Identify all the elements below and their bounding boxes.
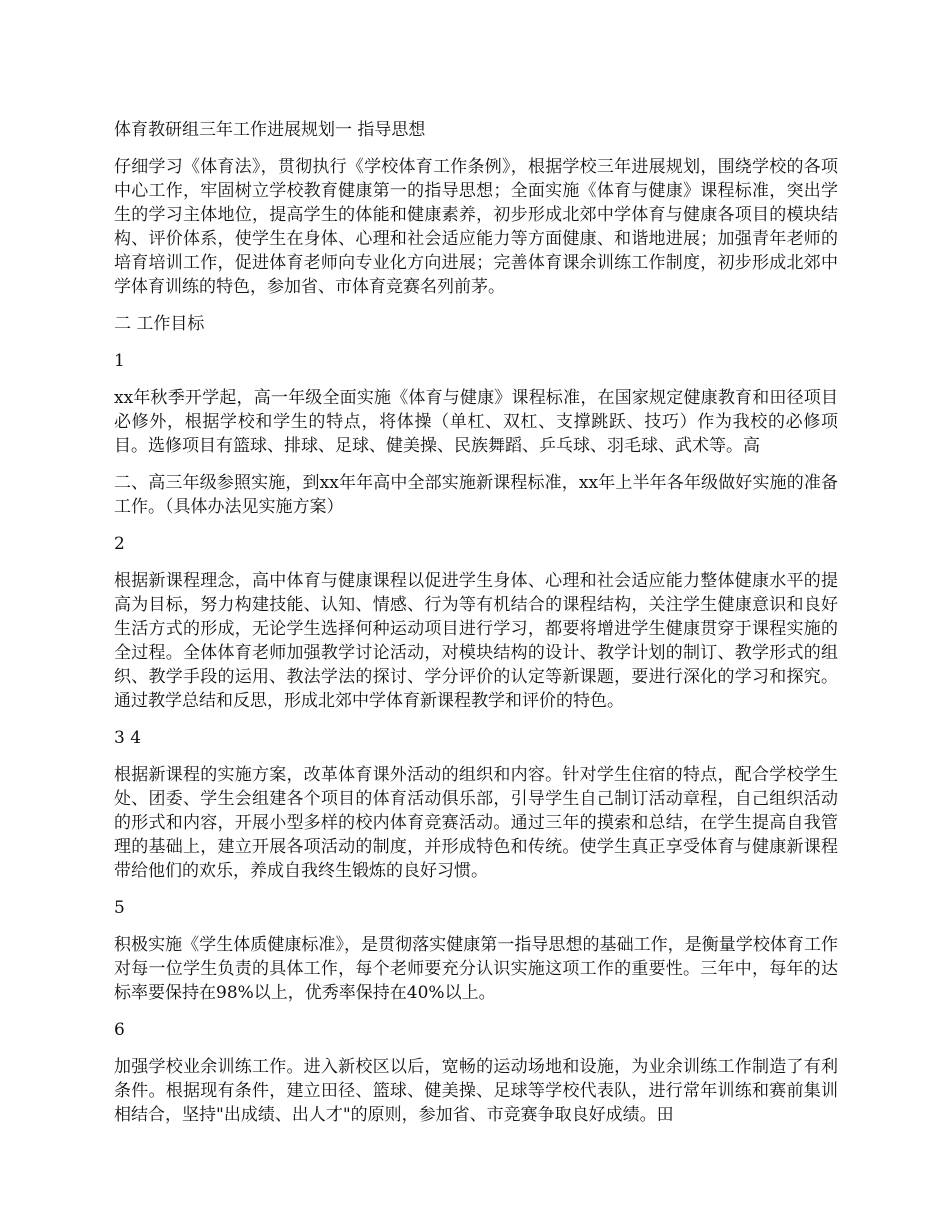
item-number-1: 1: [114, 351, 125, 371]
item-1-paragraph: xx年秋季开学起，高一年级全面实施《体育与健康》课程标准，在国家规定健康教育和田径项目必修外，根据学校和学生的特点，将体操（单杠、双杠、支撑跳跃、技巧）作为我校的必修项目。选修项目有篮球、排球、足球、健美操、民族舞蹈、乒乓球、羽毛球、武术等。高: [114, 388, 838, 456]
item-2-paragraph: 根据新课程理念，高中体育与健康课程以促进学生身体、心理和社会适应能力整体健康水平的提高为目标，努力构建技能、认知、情感、行为等有机结合的课程结构，关注学生健康意识和良好生活方式的形成，无论学生选择何种运动项目进行学习，都要将增进学生健康贯穿于课程实施的全过程。全体体育老师加强教学讨论活动，对模块结构的设计、教学计划的制订、教学形式的组织、教学手段的运用、教法学法的探讨、学分评价的认定等新课题，要进行深化的学习和探究。通过教学总结和反思，形成北郊中学体育新课程教学和评价的特色。: [114, 571, 838, 711]
document-title: 体育教研组三年工作进展规划一 指导思想: [114, 120, 426, 140]
item-6-paragraph: 加强学校业余训练工作。进入新校区以后，宽畅的运动场地和设施，为业余训练工作制造了有利条件。根据现有条件，建立田径、篮球、健美操、足球等学校代表队，进行常年训练和赛前集训相结合，坚持"出成绩、出人才"的原则，参加省、市竞赛争取良好成绩。田: [114, 1057, 838, 1125]
intro-paragraph: 仔细学习《体育法》，贯彻执行《学校体育工作条例》，根据学校三年进展规划，围绕学校的各项中心工作，牢固树立学校教育健康第一的指导思想；全面实施《体育与健康》课程标准，突出学生的学习主体地位，提高学生的体能和健康素养，初步形成北郊中学体育与健康各项目的模块结构、评价体系，使学生在身体、心理和社会适应能力等方面健康、和谐地进展；加强青年老师的培育培训工作，促进体育老师向专业化方向进展；完善体育课余训练工作制度，初步形成北郊中学体育训练的特色，参加省、市体育竞赛名列前茅。: [114, 157, 838, 297]
section-heading-goals: 二 工作目标: [114, 314, 205, 334]
item-number-5: 5: [114, 898, 125, 918]
item-number-3-4: 3 4: [114, 728, 142, 748]
document-body: [114, 118, 838, 1140]
item-1-continued-paragraph: 二、高三年级参照实施，到xx年年高中全部实施新课程标准，xx年上半年各年级做好实施的准备工作。（具体办法见实施方案）: [114, 473, 838, 517]
item-number-2: 2: [114, 534, 125, 554]
item-5-paragraph: 积极实施《学生体质健康标准》，是贯彻落实健康第一指导思想的基础工作，是衡量学校体育工作对每一位学生负责的具体工作，每个老师要充分认识实施这项工作的重要性。三年中，每年的达标率要保持在98%以上，优秀率保持在40%以上。: [114, 935, 838, 1003]
item-3-4-paragraph: 根据新课程的实施方案，改革体育课外活动的组织和内容。针对学生住宿的特点，配合学校学生处、团委、学生会组建各个项目的体育活动俱乐部，引导学生自己制订活动章程，自己组织活动的形式和内容，开展小型多样的校内体育竞赛活动。通过三年的摸索和总结，在学生提高自我管理的基础上，建立开展各项活动的制度，并形成特色和传统。使学生真正享受体育与健康新课程带给他们的欢乐，养成自我终生锻炼的良好习惯。: [114, 765, 838, 881]
item-number-6: 6: [114, 1020, 125, 1040]
